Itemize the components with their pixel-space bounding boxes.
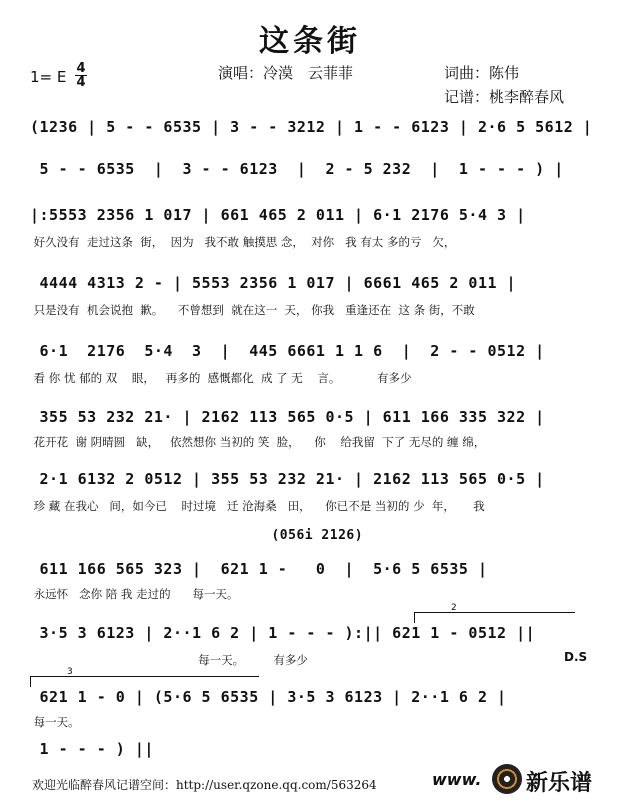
lyrics-line: 永远怀 念你 陪 我 走过的 每一天。: [30, 587, 239, 601]
watermark-www: www.: [432, 770, 482, 789]
notation-line: (1236 | 5 - - 6535 | 3 - - 3212 | 1 - - 6123 | 2·6 5 5612 |: [30, 118, 593, 136]
song-title: 这条街: [259, 24, 361, 59]
third-ending-bracket: [30, 667, 259, 687]
lyrics-line: 好久没有 走过这条 街， 因为 我不敢 触摸思 念， 对你 我 有太 多的亏 欠，: [30, 235, 456, 249]
notation-line: 3·5 3 6123 | 2··1 6 2 | 1 - - - ):|| 621 1 - 0512 ||: [30, 624, 536, 642]
volta-label: 2: [451, 603, 457, 613]
time-signature: [74, 62, 88, 89]
second-ending-bracket: [414, 603, 575, 623]
volta-label: 3: [67, 667, 73, 677]
notation-line: 1 - - - ) ||: [30, 740, 154, 758]
notation-line: 355 53 232 21· | 2162 113 565 0·5 | 611 166 335 322 |: [30, 408, 545, 426]
singers-credit: 演唱：冷漠 云菲菲: [218, 64, 354, 82]
footer-text: 欢迎光临醉春风记谱空间：http://user.qzone.qq.com/563264: [32, 778, 377, 792]
lyrics-line: 每一天。: [30, 715, 80, 729]
notation-line: 5 - - 6535 | 3 - - 6123 | 2 - 5 232 | 1 - - - ) |: [30, 160, 564, 178]
lyrics-line: 花开花 谢 阴晴圆 缺， 依然想你 当初的 笑 脸， 你 给我留 下了 无尽的 缠 绵，: [30, 435, 486, 449]
notation-line: |:5553 2356 1 017 | 661 465 2 011 | 6·1 2176 5·4 3 |: [30, 206, 526, 224]
time-signature-top: 4: [76, 61, 86, 76]
site-logo: [492, 760, 612, 800]
transcriber-credit: 记谱：桃李醉春风: [444, 88, 565, 106]
lyrics-line: 每一天。 有多少: [30, 653, 308, 667]
composer-credit: 词曲：陈伟: [444, 64, 520, 82]
logo-text: 新乐谱: [526, 771, 593, 796]
lyrics-line: 看 你 忧 郁的 双 眼， 再多的 感慨都化 成 了 无 言。 有多少: [30, 371, 412, 385]
notation-line: 2·1 6132 2 0512 | 355 53 232 21· | 2162 113 565 0·5 |: [30, 470, 545, 488]
notation-line: 6·1 2176 5·4 3 | 445 6661 1 1 6 | 2 - - 0512 |: [30, 342, 545, 360]
time-signature-bottom: 4: [76, 75, 86, 90]
ds-mark: D.S: [564, 650, 588, 664]
key-signature: 1= E: [30, 68, 67, 86]
lyrics-line: 珍 藏 在我心 间，如今已 时过境 迁 沧海桑 田， 你已不是 当初的 少 年， 我: [30, 499, 485, 513]
notation-line: 611 166 565 323 | 621 1 - 0 | 5·6 5 6535 |: [30, 560, 488, 578]
vinyl-disc-icon: [492, 764, 522, 794]
lyrics-line: 只是没有 机会说抱 歉。 不曾想到 就在这一 天， 你我 重逢还在 这 条 街，不敢: [30, 303, 475, 317]
notation-line: 4444 4313 2 - | 5553 2356 1 017 | 6661 465 2 011 |: [30, 274, 517, 292]
notation-line: 621 1 - 0 | (5·6 5 6535 | 3·5 3 6123 | 2··1 6 2 |: [30, 688, 507, 706]
interlude-bracket: (056i 2126): [30, 528, 364, 543]
